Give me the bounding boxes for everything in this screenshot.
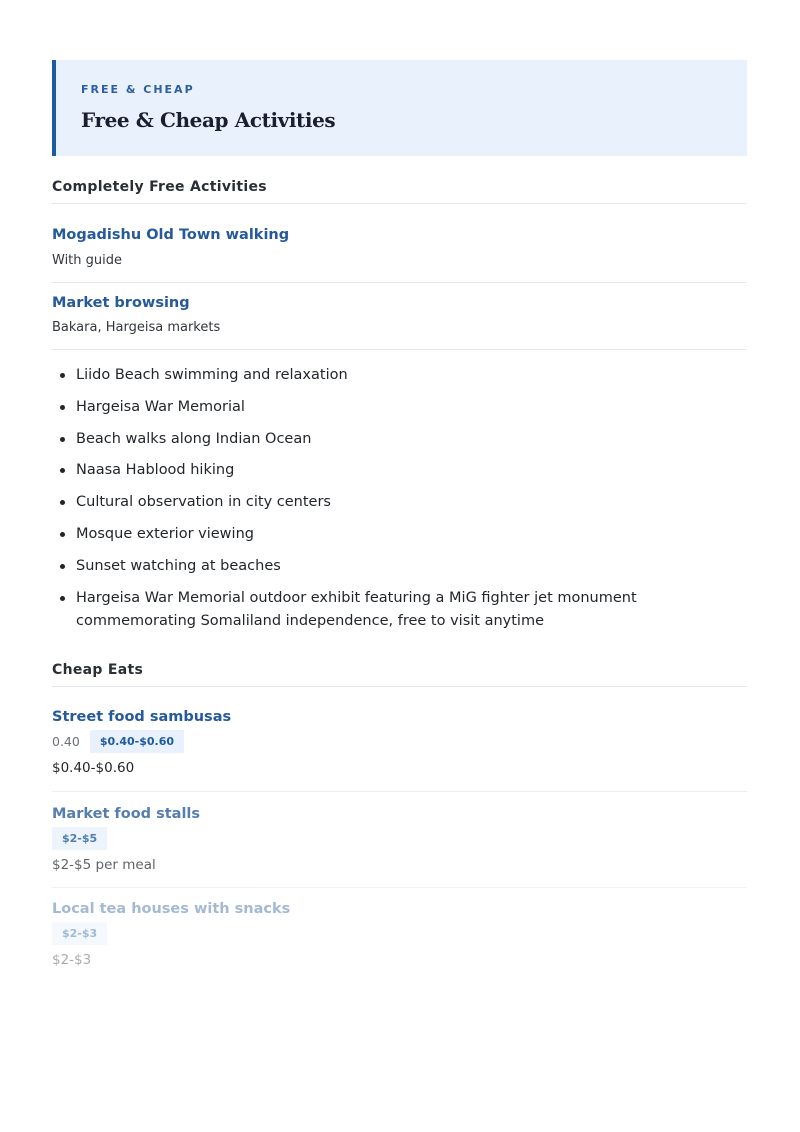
list-item bbox=[52, 587, 747, 633]
cheap-eat-title: Local tea houses with snacks bbox=[52, 900, 291, 917]
list-item bbox=[52, 523, 747, 546]
page bbox=[52, 60, 747, 968]
free-activity-description: Bakara, Hargeisa markets bbox=[52, 320, 221, 335]
section-kicker: FREE & CHEAP bbox=[81, 83, 195, 96]
cheap-eat-item bbox=[52, 687, 747, 792]
list-item bbox=[52, 364, 747, 387]
list-item-text: Hargeisa War Memorial bbox=[76, 398, 245, 415]
cheap-eat-item bbox=[52, 888, 747, 968]
price-row bbox=[52, 827, 747, 850]
list-item-text: Beach walks along Indian Ocean bbox=[76, 430, 312, 447]
cheap-eat-price: $2-$3 bbox=[52, 951, 92, 968]
cheap-eat-item bbox=[52, 792, 747, 888]
price-badge: $0.40-$0.60 bbox=[90, 730, 184, 753]
bullet-icon bbox=[60, 373, 65, 378]
cheap-eat-price: $2-$5 per meal bbox=[52, 856, 156, 873]
list-item-text: Mosque exterior viewing bbox=[76, 525, 254, 542]
list-item-text: Sunset watching at beaches bbox=[76, 557, 281, 574]
bullet-icon bbox=[60, 468, 65, 473]
price-row bbox=[52, 730, 747, 753]
bullet-icon bbox=[60, 532, 65, 537]
list-item bbox=[52, 555, 747, 578]
bullet-icon bbox=[60, 596, 65, 601]
bullet-icon bbox=[60, 405, 65, 410]
list-item-text: Hargeisa War Memorial outdoor exhibit featuring a MiG fighter jet monument commemorating Somaliland independence, free to visit anytime bbox=[76, 589, 637, 629]
price-badge: $2-$5 bbox=[52, 827, 107, 850]
list-item bbox=[52, 428, 747, 451]
page-header bbox=[52, 60, 747, 156]
free-activity-description: With guide bbox=[52, 253, 123, 268]
cheap-eat-title: Market food stalls bbox=[52, 805, 201, 822]
page-title: Free & Cheap Activities bbox=[81, 108, 336, 132]
list-item-text: Naasa Hablood hiking bbox=[76, 462, 235, 479]
free-activity-entry bbox=[52, 283, 747, 350]
free-activities-list bbox=[52, 364, 747, 633]
list-item bbox=[52, 491, 747, 514]
list-item-text: Cultural observation in city centers bbox=[76, 494, 331, 511]
cheap-eat-price: $0.40-$0.60 bbox=[52, 759, 135, 776]
free-activities-heading: Completely Free Activities bbox=[52, 179, 747, 204]
cheap-eat-title: Street food sambusas bbox=[52, 708, 232, 725]
free-activity-entry bbox=[52, 204, 747, 283]
list-item bbox=[52, 396, 747, 419]
list-item-text: Liido Beach swimming and relaxation bbox=[76, 367, 348, 383]
bullet-icon bbox=[60, 437, 65, 442]
free-activity-title: Mogadishu Old Town walking bbox=[52, 227, 290, 243]
free-activity-title: Market browsing bbox=[52, 295, 190, 311]
bullet-icon bbox=[60, 564, 65, 569]
list-item bbox=[52, 459, 747, 482]
price-badge: $2-$3 bbox=[52, 922, 107, 945]
raw-price: 0.40 bbox=[52, 733, 80, 749]
bullet-icon bbox=[60, 500, 65, 505]
cheap-eats-heading: Cheap Eats bbox=[52, 662, 747, 687]
price-row bbox=[52, 922, 747, 945]
